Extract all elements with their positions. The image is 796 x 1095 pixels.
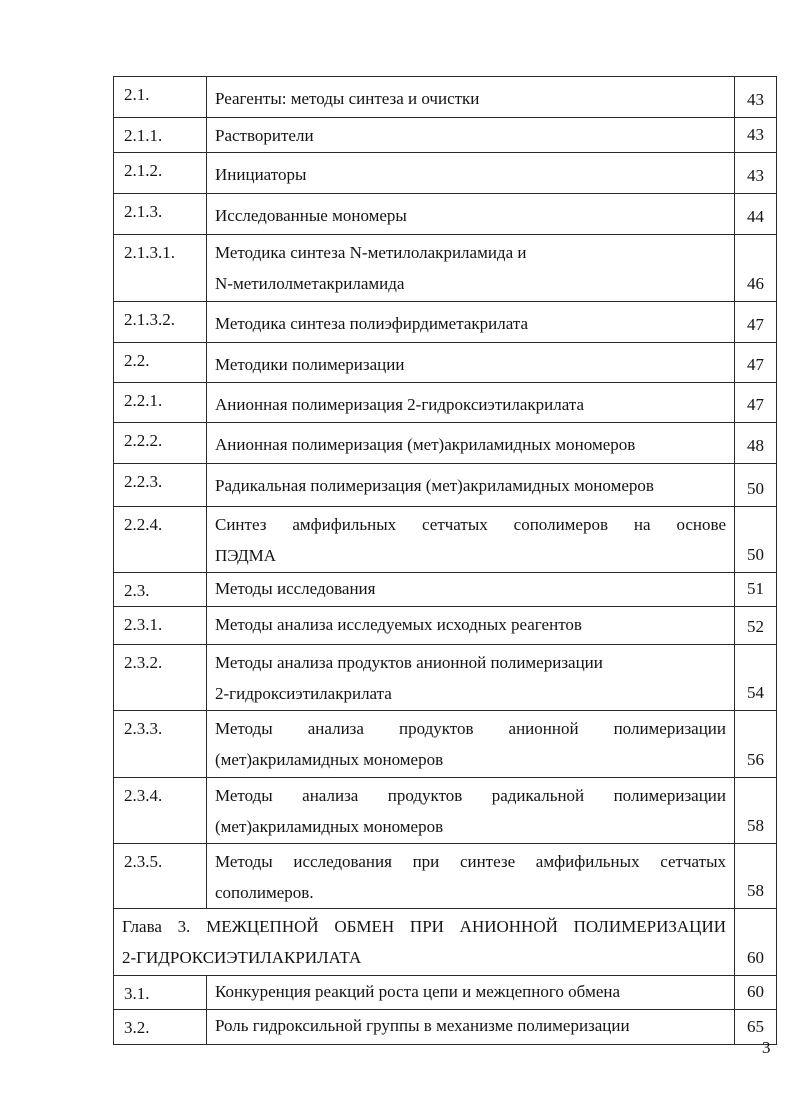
toc-chapter-row	[114, 909, 777, 976]
section-number: 2.3.3.	[114, 711, 207, 778]
page-ref: 47	[735, 343, 777, 383]
section-number: 2.1.2.	[114, 153, 207, 194]
toc-row	[114, 1010, 777, 1045]
toc-row	[114, 844, 777, 909]
section-number: 3.2.	[114, 1010, 207, 1045]
section-number: 2.2.	[114, 343, 207, 383]
toc-row	[114, 77, 777, 118]
section-number: 2.1.3.2.	[114, 302, 207, 343]
toc-row	[114, 343, 777, 383]
toc-row	[114, 383, 777, 423]
page-ref: 50	[735, 464, 777, 507]
section-title: Методы анализа продуктов анионной полимеризации 2-гидроксиэтилакрилата	[207, 645, 735, 711]
page-ref: 51	[735, 573, 777, 607]
section-title: Методы исследования при синтезе амфифильных сетчатых сополимеров.	[207, 844, 735, 909]
page-ref: 43	[735, 77, 777, 118]
section-number: 2.2.4.	[114, 507, 207, 573]
section-title: Методы анализа продуктов анионной полимеризации (мет)акриламидных мономеров	[207, 711, 735, 778]
section-title: Растворители	[207, 118, 735, 153]
section-title: Анионная полимеризация 2-гидроксиэтилакрилата	[207, 383, 735, 423]
toc-row	[114, 118, 777, 153]
section-number: 2.2.1.	[114, 383, 207, 423]
section-number: 2.3.5.	[114, 844, 207, 909]
section-title: Роль гидроксильной группы в механизме полимеризации	[207, 1010, 735, 1045]
page-ref: 54	[735, 645, 777, 711]
section-title: Методы анализа исследуемых исходных реагентов	[207, 607, 735, 645]
section-number: 3.1.	[114, 976, 207, 1010]
page-ref: 58	[735, 778, 777, 844]
section-title: Анионная полимеризация (мет)акриламидных мономеров	[207, 423, 735, 464]
toc-row	[114, 573, 777, 607]
page-ref: 65	[735, 1010, 777, 1045]
toc-row	[114, 607, 777, 645]
toc-row	[114, 507, 777, 573]
section-title: Методика синтеза N-метилолакриламида и N-метилолметакриламида	[207, 235, 735, 302]
page-ref: 48	[735, 423, 777, 464]
toc-row	[114, 235, 777, 302]
page-ref: 60	[735, 976, 777, 1010]
toc-body	[114, 77, 777, 1045]
toc-row	[114, 711, 777, 778]
page-ref: 47	[735, 383, 777, 423]
toc-row	[114, 645, 777, 711]
section-title: Радикальная полимеризация (мет)акриламидных мономеров	[207, 464, 735, 507]
page-ref: 58	[735, 844, 777, 909]
section-title: Исследованные мономеры	[207, 194, 735, 235]
toc-row	[114, 464, 777, 507]
page-ref: 56	[735, 711, 777, 778]
section-title: Синтез амфифильных сетчатых сополимеров на основе ПЭДМА	[207, 507, 735, 573]
toc-row	[114, 976, 777, 1010]
section-title: Методы анализа продуктов радикальной полимеризации (мет)акриламидных мономеров	[207, 778, 735, 844]
toc-row	[114, 153, 777, 194]
table-of-contents	[113, 76, 777, 1045]
toc-row	[114, 423, 777, 464]
section-number: 2.1.3.1.	[114, 235, 207, 302]
section-title: Реагенты: методы синтеза и очистки	[207, 77, 735, 118]
section-number: 2.1.3.	[114, 194, 207, 235]
section-number: 2.3.4.	[114, 778, 207, 844]
section-number: 2.2.3.	[114, 464, 207, 507]
section-title: Методика синтеза полиэфирдиметакрилата	[207, 302, 735, 343]
section-title: Методы исследования	[207, 573, 735, 607]
page-ref: 44	[735, 194, 777, 235]
page-ref: 60	[735, 909, 777, 976]
page-ref: 50	[735, 507, 777, 573]
section-number: 2.3.1.	[114, 607, 207, 645]
toc-row	[114, 194, 777, 235]
section-number: 2.3.	[114, 573, 207, 607]
section-number: 2.1.1.	[114, 118, 207, 153]
chapter-title: Глава 3. МЕЖЦЕПНОЙ ОБМЕН ПРИ АНИОННОЙ ПОЛИМЕРИЗАЦИИ 2-ГИДРОКСИЭТИЛАКРИЛАТА	[114, 909, 735, 976]
toc-row	[114, 302, 777, 343]
page-ref: 43	[735, 153, 777, 194]
section-number: 2.1.	[114, 77, 207, 118]
toc-row	[114, 778, 777, 844]
page-ref: 46	[735, 235, 777, 302]
section-number: 2.3.2.	[114, 645, 207, 711]
section-title: Методики полимеризации	[207, 343, 735, 383]
section-title: Инициаторы	[207, 153, 735, 194]
page-ref: 47	[735, 302, 777, 343]
section-title: Конкуренция реакций роста цепи и межцепного обмена	[207, 976, 735, 1010]
page-ref: 43	[735, 118, 777, 153]
page-number: 3	[762, 1038, 771, 1057]
page-ref: 52	[735, 607, 777, 645]
section-number: 2.2.2.	[114, 423, 207, 464]
